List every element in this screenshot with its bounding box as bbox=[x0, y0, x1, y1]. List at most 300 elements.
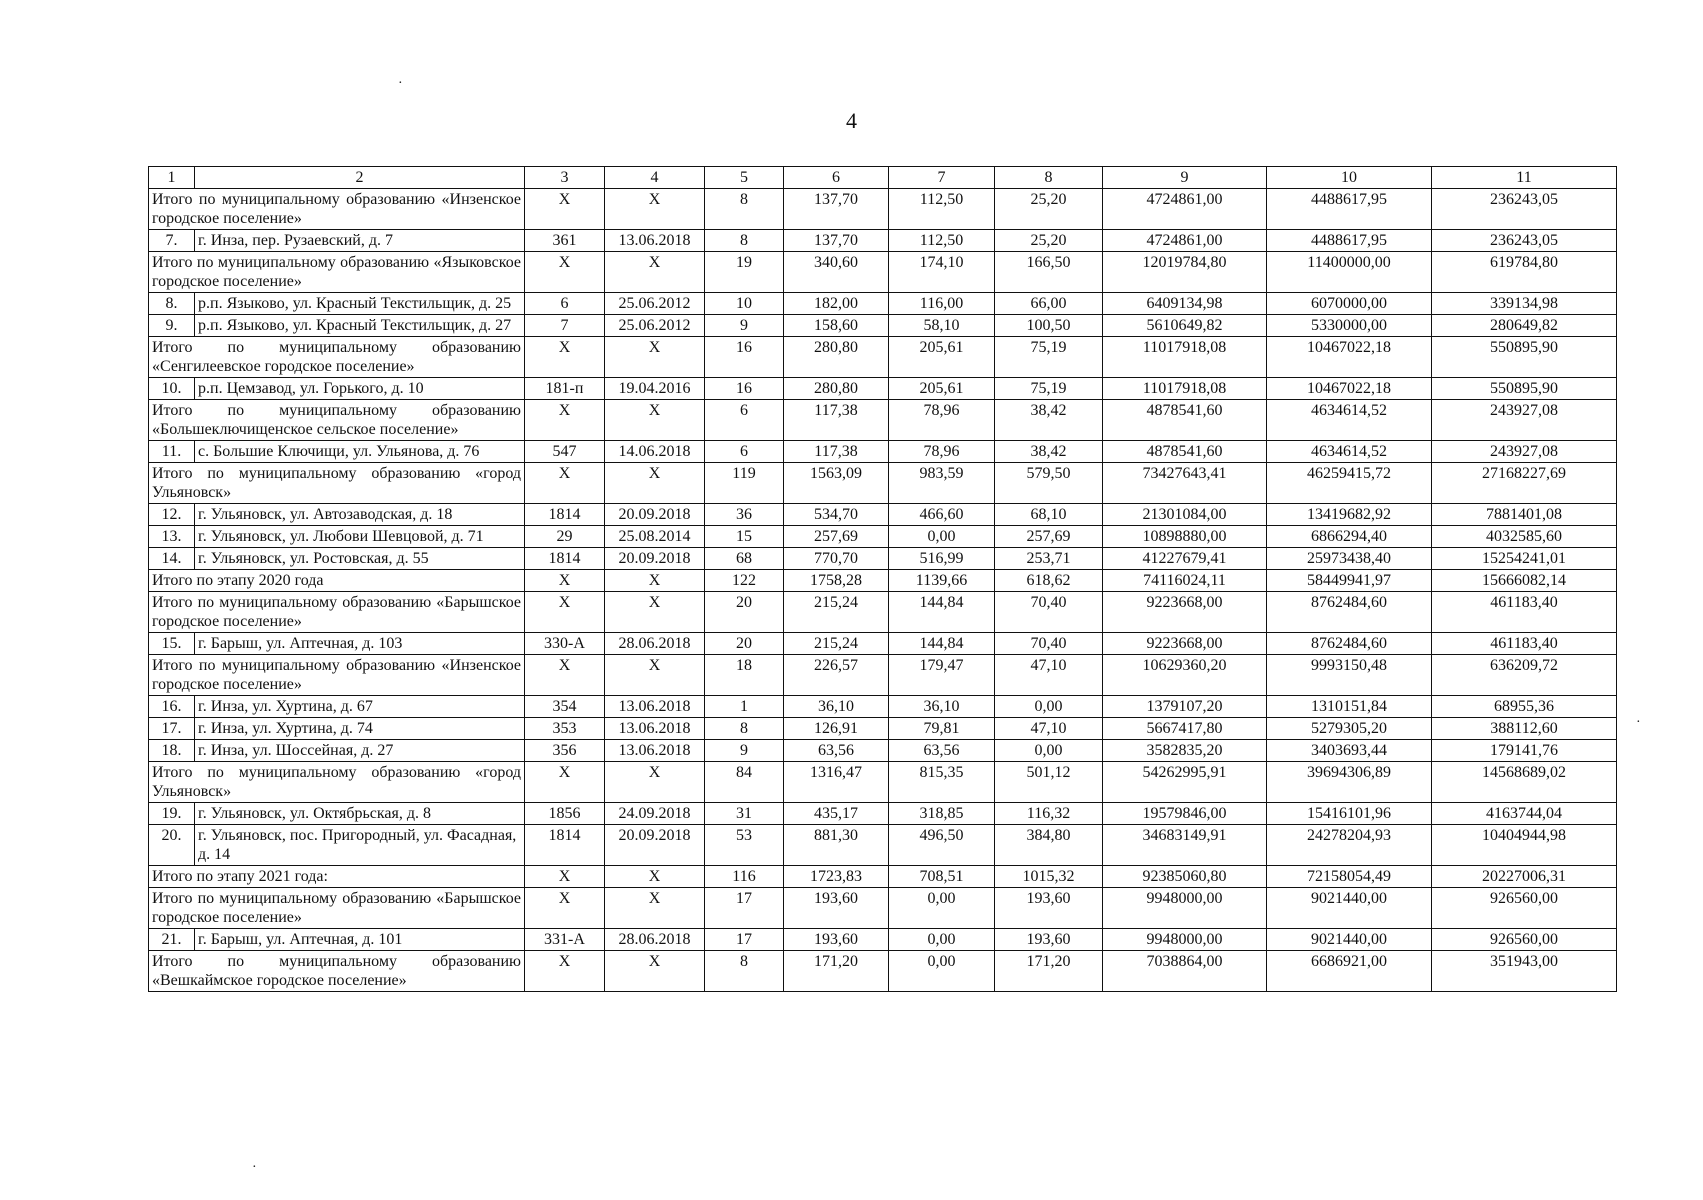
cell-c6: 257,69 bbox=[784, 526, 889, 548]
table-row bbox=[149, 696, 1617, 718]
subtotal-row bbox=[149, 400, 1617, 441]
cell-c5: 20 bbox=[705, 592, 784, 633]
row-number: 8. bbox=[149, 293, 195, 315]
subtotal-row bbox=[149, 866, 1617, 888]
cell-c11: 461183,40 bbox=[1432, 592, 1617, 633]
cell-c6: 63,56 bbox=[784, 740, 889, 762]
cell-c3: Х bbox=[525, 189, 605, 230]
cell-c4: 20.09.2018 bbox=[605, 825, 705, 866]
row-number: 13. bbox=[149, 526, 195, 548]
cell-c6: 117,38 bbox=[784, 400, 889, 441]
column-header: 5 bbox=[705, 167, 784, 189]
cell-c7: 0,00 bbox=[889, 526, 995, 548]
cell-c10: 6686921,00 bbox=[1267, 951, 1432, 992]
cell-c3: 361 bbox=[525, 230, 605, 252]
cell-c10: 9021440,00 bbox=[1267, 929, 1432, 951]
cell-c8: 1015,32 bbox=[995, 866, 1103, 888]
cell-c9: 4878541,60 bbox=[1103, 441, 1267, 463]
cell-c3: 353 bbox=[525, 718, 605, 740]
cell-c7: 815,35 bbox=[889, 762, 995, 803]
cell-c3: Х bbox=[525, 655, 605, 696]
cell-c11: 339134,98 bbox=[1432, 293, 1617, 315]
cell-c9: 5667417,80 bbox=[1103, 718, 1267, 740]
row-number: 9. bbox=[149, 315, 195, 337]
cell-c6: 117,38 bbox=[784, 441, 889, 463]
cell-c10: 8762484,60 bbox=[1267, 633, 1432, 655]
page-number: 4 bbox=[846, 108, 857, 133]
cell-c8: 384,80 bbox=[995, 825, 1103, 866]
cell-c8: 25,20 bbox=[995, 189, 1103, 230]
table-row bbox=[149, 526, 1617, 548]
cell-c9: 21301084,00 bbox=[1103, 504, 1267, 526]
cell-c4: 28.06.2018 bbox=[605, 929, 705, 951]
cell-c7: 496,50 bbox=[889, 825, 995, 866]
cell-c3: Х bbox=[525, 463, 605, 504]
scan-speck: · bbox=[398, 76, 403, 91]
cell-c3: 1814 bbox=[525, 504, 605, 526]
cell-c11: 388112,60 bbox=[1432, 718, 1617, 740]
address-cell: р.п. Языково, ул. Красный Текстильщик, д. 27 bbox=[195, 315, 525, 337]
cell-c9: 7038864,00 bbox=[1103, 951, 1267, 992]
cell-c10: 15416101,96 bbox=[1267, 803, 1432, 825]
cell-c9: 4724861,00 bbox=[1103, 189, 1267, 230]
cell-c11: 243927,08 bbox=[1432, 400, 1617, 441]
cell-c5: 116 bbox=[705, 866, 784, 888]
cell-c3: Х bbox=[525, 400, 605, 441]
cell-c11: 15254241,01 bbox=[1432, 548, 1617, 570]
subtotal-row bbox=[149, 570, 1617, 592]
address-cell: г. Инза, ул. Хуртина, д. 74 bbox=[195, 718, 525, 740]
cell-c11: 236243,05 bbox=[1432, 230, 1617, 252]
cell-c7: 78,96 bbox=[889, 441, 995, 463]
cell-c3: 1856 bbox=[525, 803, 605, 825]
cell-c6: 36,10 bbox=[784, 696, 889, 718]
cell-c11: 14568689,02 bbox=[1432, 762, 1617, 803]
cell-c8: 193,60 bbox=[995, 888, 1103, 929]
cell-c11: 10404944,98 bbox=[1432, 825, 1617, 866]
cell-c7: 36,10 bbox=[889, 696, 995, 718]
cell-c11: 4032585,60 bbox=[1432, 526, 1617, 548]
scan-speck: · bbox=[1636, 715, 1641, 730]
cell-c9: 73427643,41 bbox=[1103, 463, 1267, 504]
subtotal-row bbox=[149, 189, 1617, 230]
table-row bbox=[149, 718, 1617, 740]
cell-c4: Х bbox=[605, 400, 705, 441]
cell-c5: 15 bbox=[705, 526, 784, 548]
row-number: 18. bbox=[149, 740, 195, 762]
cell-c3: Х bbox=[525, 762, 605, 803]
address-cell: г. Ульяновск, ул. Автозаводская, д. 18 bbox=[195, 504, 525, 526]
cell-c6: 534,70 bbox=[784, 504, 889, 526]
cell-c8: 0,00 bbox=[995, 740, 1103, 762]
cell-c8: 618,62 bbox=[995, 570, 1103, 592]
table-row bbox=[149, 441, 1617, 463]
cell-c5: 119 bbox=[705, 463, 784, 504]
cell-c3: 330-А bbox=[525, 633, 605, 655]
address-cell: г. Инза, пер. Рузаевский, д. 7 bbox=[195, 230, 525, 252]
cell-c7: 179,47 bbox=[889, 655, 995, 696]
subtotal-row bbox=[149, 951, 1617, 992]
table-row bbox=[149, 929, 1617, 951]
subtotal-row bbox=[149, 463, 1617, 504]
column-header: 11 bbox=[1432, 167, 1617, 189]
subtotal-label: Итого по муниципальному образованию «Сенгилеевское городское поселение» bbox=[149, 337, 525, 378]
cell-c6: 226,57 bbox=[784, 655, 889, 696]
cell-c5: 9 bbox=[705, 740, 784, 762]
cell-c4: 28.06.2018 bbox=[605, 633, 705, 655]
subtotal-label: Итого по муниципальному образованию «город Ульяновск» bbox=[149, 762, 525, 803]
cell-c7: 79,81 bbox=[889, 718, 995, 740]
cell-c10: 58449941,97 bbox=[1267, 570, 1432, 592]
cell-c8: 70,40 bbox=[995, 633, 1103, 655]
table-row bbox=[149, 293, 1617, 315]
subtotal-row bbox=[149, 655, 1617, 696]
address-cell: р.п. Языково, ул. Красный Текстильщик, д. 25 bbox=[195, 293, 525, 315]
cell-c5: 16 bbox=[705, 378, 784, 400]
cell-c8: 75,19 bbox=[995, 337, 1103, 378]
cell-c11: 351943,00 bbox=[1432, 951, 1617, 992]
table-row bbox=[149, 315, 1617, 337]
column-header: 6 bbox=[784, 167, 889, 189]
cell-c9: 9948000,00 bbox=[1103, 929, 1267, 951]
subtotal-label: Итого по муниципальному образованию «Языковское городское поселение» bbox=[149, 252, 525, 293]
cell-c11: 926560,00 bbox=[1432, 929, 1617, 951]
cell-c9: 9223668,00 bbox=[1103, 592, 1267, 633]
cell-c9: 10629360,20 bbox=[1103, 655, 1267, 696]
cell-c11: 68955,36 bbox=[1432, 696, 1617, 718]
cell-c5: 18 bbox=[705, 655, 784, 696]
row-number: 19. bbox=[149, 803, 195, 825]
cell-c4: Х bbox=[605, 463, 705, 504]
cell-c8: 100,50 bbox=[995, 315, 1103, 337]
table-row bbox=[149, 504, 1617, 526]
cell-c4: 13.06.2018 bbox=[605, 718, 705, 740]
scan-speck: · bbox=[252, 1160, 257, 1175]
cell-c10: 39694306,89 bbox=[1267, 762, 1432, 803]
cell-c4: 13.06.2018 bbox=[605, 696, 705, 718]
address-cell: г. Инза, ул. Хуртина, д. 67 bbox=[195, 696, 525, 718]
subtotal-row bbox=[149, 337, 1617, 378]
cell-c5: 16 bbox=[705, 337, 784, 378]
cell-c3: Х bbox=[525, 570, 605, 592]
cell-c10: 8762484,60 bbox=[1267, 592, 1432, 633]
cell-c9: 34683149,91 bbox=[1103, 825, 1267, 866]
cell-c6: 137,70 bbox=[784, 230, 889, 252]
column-header: 10 bbox=[1267, 167, 1432, 189]
cell-c3: 1814 bbox=[525, 825, 605, 866]
cell-c10: 25973438,40 bbox=[1267, 548, 1432, 570]
cell-c10: 5330000,00 bbox=[1267, 315, 1432, 337]
cell-c3: 181-п bbox=[525, 378, 605, 400]
cell-c9: 4878541,60 bbox=[1103, 400, 1267, 441]
cell-c8: 193,60 bbox=[995, 929, 1103, 951]
cell-c8: 579,50 bbox=[995, 463, 1103, 504]
cell-c9: 9223668,00 bbox=[1103, 633, 1267, 655]
row-number: 15. bbox=[149, 633, 195, 655]
cell-c6: 1316,47 bbox=[784, 762, 889, 803]
row-number: 21. bbox=[149, 929, 195, 951]
cell-c7: 466,60 bbox=[889, 504, 995, 526]
cell-c8: 38,42 bbox=[995, 400, 1103, 441]
subtotal-label: Итого по этапу 2021 года: bbox=[149, 866, 525, 888]
cell-c8: 501,12 bbox=[995, 762, 1103, 803]
cell-c8: 38,42 bbox=[995, 441, 1103, 463]
cell-c7: 112,50 bbox=[889, 189, 995, 230]
cell-c5: 19 bbox=[705, 252, 784, 293]
cell-c9: 12019784,80 bbox=[1103, 252, 1267, 293]
table-row bbox=[149, 378, 1617, 400]
cell-c11: 461183,40 bbox=[1432, 633, 1617, 655]
cell-c11: 243927,08 bbox=[1432, 441, 1617, 463]
cell-c10: 10467022,18 bbox=[1267, 337, 1432, 378]
cell-c10: 4634614,52 bbox=[1267, 441, 1432, 463]
cell-c3: 547 bbox=[525, 441, 605, 463]
cell-c5: 1 bbox=[705, 696, 784, 718]
cell-c9: 6409134,98 bbox=[1103, 293, 1267, 315]
cell-c6: 280,80 bbox=[784, 378, 889, 400]
cell-c4: Х bbox=[605, 337, 705, 378]
cell-c6: 1563,09 bbox=[784, 463, 889, 504]
address-cell: г. Барыш, ул. Аптечная, д. 101 bbox=[195, 929, 525, 951]
row-number: 11. bbox=[149, 441, 195, 463]
cell-c11: 20227006,31 bbox=[1432, 866, 1617, 888]
table-row bbox=[149, 825, 1617, 866]
cell-c3: 1814 bbox=[525, 548, 605, 570]
cell-c7: 144,84 bbox=[889, 633, 995, 655]
cell-c10: 6070000,00 bbox=[1267, 293, 1432, 315]
column-number-row bbox=[149, 167, 1617, 189]
cell-c5: 9 bbox=[705, 315, 784, 337]
cell-c8: 66,00 bbox=[995, 293, 1103, 315]
subtotal-row bbox=[149, 762, 1617, 803]
cell-c8: 253,71 bbox=[995, 548, 1103, 570]
cell-c9: 19579846,00 bbox=[1103, 803, 1267, 825]
cell-c4: Х bbox=[605, 570, 705, 592]
cell-c5: 53 bbox=[705, 825, 784, 866]
cell-c7: 205,61 bbox=[889, 337, 995, 378]
cell-c10: 10467022,18 bbox=[1267, 378, 1432, 400]
cell-c11: 926560,00 bbox=[1432, 888, 1617, 929]
cell-c9: 4724861,00 bbox=[1103, 230, 1267, 252]
row-number: 16. bbox=[149, 696, 195, 718]
address-cell: г. Ульяновск, ул. Любови Шевцовой, д. 71 bbox=[195, 526, 525, 548]
cell-c9: 41227679,41 bbox=[1103, 548, 1267, 570]
cell-c4: Х bbox=[605, 655, 705, 696]
cell-c6: 137,70 bbox=[784, 189, 889, 230]
cell-c3: 331-А bbox=[525, 929, 605, 951]
cell-c9: 92385060,80 bbox=[1103, 866, 1267, 888]
cell-c4: 20.09.2018 bbox=[605, 504, 705, 526]
cell-c3: 354 bbox=[525, 696, 605, 718]
cell-c4: 24.09.2018 bbox=[605, 803, 705, 825]
cell-c4: Х bbox=[605, 888, 705, 929]
cell-c6: 171,20 bbox=[784, 951, 889, 992]
subtotal-label: Итого по муниципальному образованию «город Ульяновск» bbox=[149, 463, 525, 504]
column-header: 1 bbox=[149, 167, 195, 189]
cell-c10: 13419682,92 bbox=[1267, 504, 1432, 526]
cell-c6: 215,24 bbox=[784, 592, 889, 633]
cell-c8: 75,19 bbox=[995, 378, 1103, 400]
cell-c4: Х bbox=[605, 189, 705, 230]
cell-c10: 6866294,40 bbox=[1267, 526, 1432, 548]
cell-c4: 25.06.2012 bbox=[605, 293, 705, 315]
address-cell: р.п. Цемзавод, ул. Горького, д. 10 bbox=[195, 378, 525, 400]
cell-c11: 280649,82 bbox=[1432, 315, 1617, 337]
address-cell: г. Ульяновск, ул. Октябрьская, д. 8 bbox=[195, 803, 525, 825]
subtotal-label: Итого по муниципальному образованию «Большеключищенское сельское поселение» bbox=[149, 400, 525, 441]
cell-c8: 47,10 bbox=[995, 718, 1103, 740]
cell-c6: 126,91 bbox=[784, 718, 889, 740]
cell-c11: 7881401,08 bbox=[1432, 504, 1617, 526]
cell-c7: 58,10 bbox=[889, 315, 995, 337]
cell-c7: 112,50 bbox=[889, 230, 995, 252]
cell-c3: Х bbox=[525, 888, 605, 929]
cell-c10: 4634614,52 bbox=[1267, 400, 1432, 441]
housing-register-table bbox=[148, 166, 1617, 992]
cell-c3: Х bbox=[525, 951, 605, 992]
cell-c3: Х bbox=[525, 866, 605, 888]
cell-c5: 17 bbox=[705, 888, 784, 929]
cell-c11: 27168227,69 bbox=[1432, 463, 1617, 504]
cell-c7: 0,00 bbox=[889, 888, 995, 929]
cell-c6: 280,80 bbox=[784, 337, 889, 378]
cell-c7: 1139,66 bbox=[889, 570, 995, 592]
column-header: 7 bbox=[889, 167, 995, 189]
cell-c5: 84 bbox=[705, 762, 784, 803]
cell-c7: 205,61 bbox=[889, 378, 995, 400]
cell-c9: 54262995,91 bbox=[1103, 762, 1267, 803]
cell-c10: 5279305,20 bbox=[1267, 718, 1432, 740]
cell-c4: Х bbox=[605, 592, 705, 633]
cell-c4: Х bbox=[605, 762, 705, 803]
subtotal-label: Итого по муниципальному образованию «Вешкаймское городское поселение» bbox=[149, 951, 525, 992]
cell-c3: Х bbox=[525, 337, 605, 378]
address-cell: с. Большие Ключищи, ул. Ульянова, д. 76 bbox=[195, 441, 525, 463]
cell-c9: 9948000,00 bbox=[1103, 888, 1267, 929]
cell-c8: 25,20 bbox=[995, 230, 1103, 252]
cell-c9: 11017918,08 bbox=[1103, 337, 1267, 378]
cell-c9: 5610649,82 bbox=[1103, 315, 1267, 337]
cell-c4: Х bbox=[605, 252, 705, 293]
table-body bbox=[149, 167, 1617, 992]
cell-c6: 193,60 bbox=[784, 888, 889, 929]
row-number: 20. bbox=[149, 825, 195, 866]
column-header: 2 bbox=[195, 167, 525, 189]
cell-c3: Х bbox=[525, 592, 605, 633]
cell-c7: 116,00 bbox=[889, 293, 995, 315]
cell-c5: 68 bbox=[705, 548, 784, 570]
cell-c5: 8 bbox=[705, 189, 784, 230]
cell-c4: 19.04.2016 bbox=[605, 378, 705, 400]
cell-c4: Х bbox=[605, 866, 705, 888]
cell-c11: 550895,90 bbox=[1432, 378, 1617, 400]
cell-c6: 182,00 bbox=[784, 293, 889, 315]
cell-c4: 14.06.2018 bbox=[605, 441, 705, 463]
cell-c11: 15666082,14 bbox=[1432, 570, 1617, 592]
cell-c7: 983,59 bbox=[889, 463, 995, 504]
cell-c7: 174,10 bbox=[889, 252, 995, 293]
cell-c3: 6 bbox=[525, 293, 605, 315]
row-number: 14. bbox=[149, 548, 195, 570]
cell-c3: 356 bbox=[525, 740, 605, 762]
cell-c5: 20 bbox=[705, 633, 784, 655]
row-number: 17. bbox=[149, 718, 195, 740]
cell-c5: 36 bbox=[705, 504, 784, 526]
cell-c5: 17 bbox=[705, 929, 784, 951]
cell-c6: 770,70 bbox=[784, 548, 889, 570]
cell-c4: 13.06.2018 bbox=[605, 230, 705, 252]
cell-c6: 158,60 bbox=[784, 315, 889, 337]
subtotal-label: Итого по муниципальному образованию «Барышское городское поселение» bbox=[149, 592, 525, 633]
cell-c7: 318,85 bbox=[889, 803, 995, 825]
cell-c7: 144,84 bbox=[889, 592, 995, 633]
cell-c10: 4488617,95 bbox=[1267, 189, 1432, 230]
cell-c3: 7 bbox=[525, 315, 605, 337]
cell-c5: 8 bbox=[705, 230, 784, 252]
cell-c4: 25.08.2014 bbox=[605, 526, 705, 548]
column-header: 3 bbox=[525, 167, 605, 189]
cell-c7: 0,00 bbox=[889, 929, 995, 951]
cell-c3: Х bbox=[525, 252, 605, 293]
cell-c10: 46259415,72 bbox=[1267, 463, 1432, 504]
cell-c6: 340,60 bbox=[784, 252, 889, 293]
cell-c3: 29 bbox=[525, 526, 605, 548]
address-cell: г. Барыш, ул. Аптечная, д. 103 bbox=[195, 633, 525, 655]
column-header: 8 bbox=[995, 167, 1103, 189]
cell-c10: 1310151,84 bbox=[1267, 696, 1432, 718]
cell-c6: 435,17 bbox=[784, 803, 889, 825]
cell-c6: 193,60 bbox=[784, 929, 889, 951]
subtotal-row bbox=[149, 592, 1617, 633]
row-number: 12. bbox=[149, 504, 195, 526]
cell-c5: 31 bbox=[705, 803, 784, 825]
cell-c9: 1379107,20 bbox=[1103, 696, 1267, 718]
cell-c4: 25.06.2012 bbox=[605, 315, 705, 337]
row-number: 7. bbox=[149, 230, 195, 252]
subtotal-label: Итого по муниципальному образованию «Инзенское городское поселение» bbox=[149, 655, 525, 696]
cell-c8: 171,20 bbox=[995, 951, 1103, 992]
subtotal-row bbox=[149, 888, 1617, 929]
cell-c5: 8 bbox=[705, 718, 784, 740]
row-number: 10. bbox=[149, 378, 195, 400]
address-cell: г. Ульяновск, ул. Ростовская, д. 55 bbox=[195, 548, 525, 570]
subtotal-label: Итого по этапу 2020 года bbox=[149, 570, 525, 592]
cell-c11: 550895,90 bbox=[1432, 337, 1617, 378]
cell-c6: 215,24 bbox=[784, 633, 889, 655]
table-row bbox=[149, 548, 1617, 570]
cell-c8: 68,10 bbox=[995, 504, 1103, 526]
cell-c7: 516,99 bbox=[889, 548, 995, 570]
subtotal-label: Итого по муниципальному образованию «Барышское городское поселение» bbox=[149, 888, 525, 929]
cell-c10: 9021440,00 bbox=[1267, 888, 1432, 929]
cell-c8: 166,50 bbox=[995, 252, 1103, 293]
cell-c5: 6 bbox=[705, 441, 784, 463]
cell-c11: 636209,72 bbox=[1432, 655, 1617, 696]
cell-c6: 1723,83 bbox=[784, 866, 889, 888]
cell-c4: Х bbox=[605, 951, 705, 992]
cell-c7: 63,56 bbox=[889, 740, 995, 762]
column-header: 9 bbox=[1103, 167, 1267, 189]
cell-c5: 6 bbox=[705, 400, 784, 441]
cell-c8: 257,69 bbox=[995, 526, 1103, 548]
cell-c10: 3403693,44 bbox=[1267, 740, 1432, 762]
table-row bbox=[149, 633, 1617, 655]
cell-c6: 881,30 bbox=[784, 825, 889, 866]
cell-c6: 1758,28 bbox=[784, 570, 889, 592]
cell-c11: 4163744,04 bbox=[1432, 803, 1617, 825]
cell-c9: 3582835,20 bbox=[1103, 740, 1267, 762]
cell-c7: 708,51 bbox=[889, 866, 995, 888]
